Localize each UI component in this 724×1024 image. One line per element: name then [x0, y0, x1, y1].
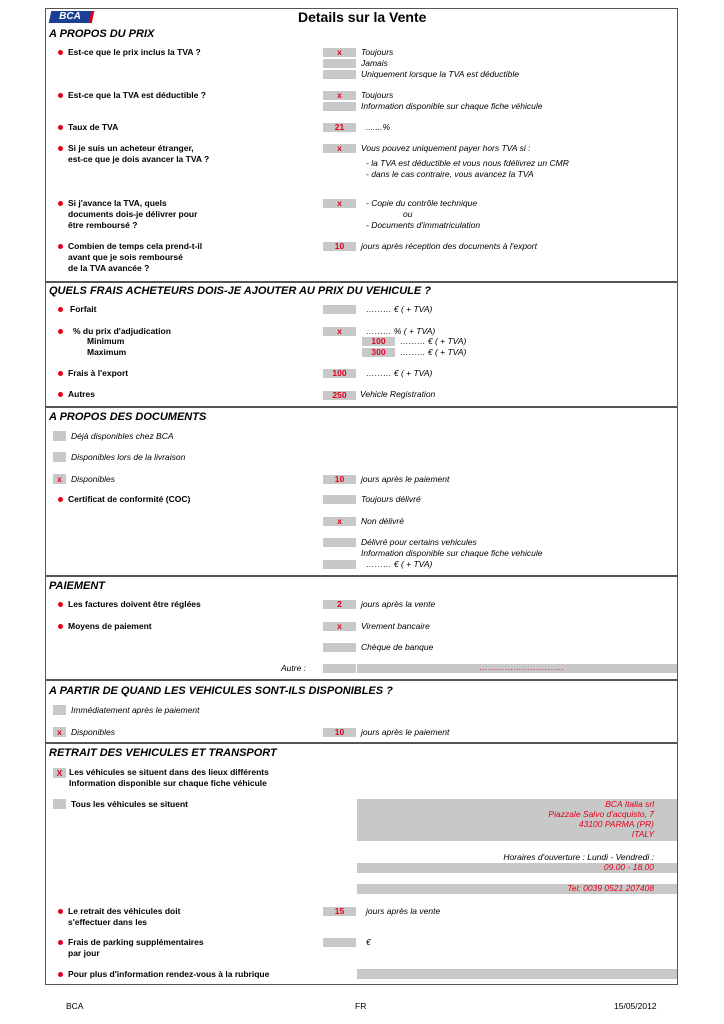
bullet — [58, 244, 63, 249]
fee-min: Minimum — [87, 336, 125, 346]
section-docs-title: A PROPOS DES DOCUMENTS — [49, 411, 207, 423]
ans: ……… € ( + TVA) — [400, 347, 467, 357]
fee-forfait: Forfait — [70, 304, 97, 314]
section-price-title: A PROPOS DU PRIX — [49, 28, 155, 40]
box-documents[interactable]: x — [323, 199, 356, 208]
ans: jours après la vente — [366, 906, 441, 916]
ans: Immédiatement après le paiement — [71, 705, 200, 715]
section-avail-title: A PARTIR DE QUAND LES VEHICULES SONT-ILS DISPONIBLES ? — [49, 685, 393, 697]
pay-invoices: Les factures doivent être réglées — [68, 599, 201, 609]
addr: 43100 PARMA (PR) — [578, 819, 654, 829]
hours: 09.00 - 18.00 — [603, 862, 654, 872]
q-line: Le retrait des véhicules doit — [68, 906, 181, 916]
box-docs-days[interactable]: 10 — [323, 475, 356, 484]
box-coc-price[interactable] — [323, 560, 356, 569]
ans: ……… % ( + TVA) — [366, 326, 436, 336]
q-line: Si je suis un acheteur étranger, — [68, 143, 194, 153]
check-same-location[interactable] — [53, 799, 66, 809]
ans: Délivré pour certains vehicules — [361, 537, 477, 547]
ans: ……… € ( + TVA) — [366, 304, 433, 314]
box-percent[interactable]: x — [323, 327, 356, 336]
logo-text: BCA — [59, 11, 81, 22]
box-coc-always[interactable] — [323, 495, 356, 504]
box-avail-days[interactable]: 10 — [323, 728, 356, 737]
bullet — [58, 146, 63, 151]
box-other[interactable]: 250 — [323, 391, 356, 400]
q-line: est-ce que je dois avancer la TVA ? — [68, 154, 210, 164]
other-method-field[interactable] — [357, 664, 677, 673]
bullet — [58, 371, 63, 376]
box-refund-days[interactable]: 10 — [323, 242, 356, 251]
page-title: Details sur la Vente — [298, 9, 427, 25]
q-line: avant que je sois remboursé — [68, 252, 183, 262]
ans: ……… € ( + TVA) — [400, 336, 467, 346]
check-diff-locations[interactable]: X — [53, 768, 66, 778]
q-line: Si j'avance la TVA, quels — [68, 198, 167, 208]
section-fees-title: QUELS FRAIS ACHETEURS DOIS-JE AJOUTER AU PRIX DU VEHICULE ? — [49, 285, 431, 297]
check-immediate[interactable] — [53, 705, 66, 715]
ans: € — [366, 937, 371, 947]
pay-methods: Moyens de paiement — [68, 621, 152, 631]
footer-center: FR — [355, 1001, 367, 1011]
ans: Disponibles — [71, 727, 115, 737]
ans: Disponibles lors de la livraison — [71, 452, 186, 462]
box-coc-not[interactable]: x — [323, 517, 356, 526]
q-line: de la TVA avancée ? — [68, 263, 150, 273]
fee-max: Maximum — [87, 347, 127, 357]
ans: - dans le cas contraire, vous avancez la TVA — [366, 169, 534, 179]
ans: Vehicle Registration — [360, 389, 436, 399]
bullet — [58, 392, 63, 397]
ans: Toujours délivré — [361, 494, 421, 504]
ans: Virement bancaire — [361, 621, 430, 631]
ans: jours après le paiement — [361, 727, 450, 737]
q-line: être remboursé ? — [68, 220, 138, 230]
ans: Déjà disponibles chez BCA — [71, 431, 174, 441]
q-line: s'effectuer dans les — [68, 917, 148, 927]
check-docs-bca[interactable] — [53, 431, 66, 441]
box-forfait[interactable] — [323, 305, 356, 314]
ans: Vous pouvez uniquement payer hors TVA si : — [361, 143, 531, 153]
hours-label: Horaires d'ouverture : Lundi - Vendredi : — [503, 852, 654, 862]
other-label: Autre : — [281, 663, 307, 673]
q-documents — [68, 198, 197, 231]
other-dots: ………………………… — [479, 662, 564, 672]
section-payment-title: PAIEMENT — [49, 580, 106, 592]
parking-fees — [68, 937, 204, 959]
ans: Uniquement lorsque la TVA est déductible — [361, 69, 519, 79]
box-coc-some[interactable] — [323, 538, 356, 547]
bullet — [58, 940, 63, 945]
ans: Disponibles — [71, 474, 115, 484]
fee-export: Frais à l'export — [68, 368, 129, 378]
ans: Chèque de banque — [361, 642, 434, 652]
check-docs-available[interactable]: x — [53, 474, 66, 484]
ans: Toujours — [361, 47, 394, 57]
q-vat-rate: Taux de TVA — [68, 122, 119, 132]
ans: - Copie du contrôle technique — [366, 198, 478, 208]
fee-percent: % du prix d'adjudication — [73, 326, 171, 336]
check-docs-delivery[interactable] — [53, 452, 66, 462]
bullet — [58, 624, 63, 629]
ans: - la TVA est déductible et vous nous fdélivrez un CMR — [366, 158, 569, 168]
ans: Jamais — [361, 58, 388, 68]
box-pickup-days[interactable]: 15 — [323, 907, 356, 916]
bullet — [58, 50, 63, 55]
ans: jours après réception des documents à l'export — [361, 241, 537, 251]
ans: jours après le paiement — [361, 474, 450, 484]
ans: Information disponible sur chaque fiche vehicule — [361, 548, 543, 558]
ans: Toujours — [361, 90, 394, 100]
box-vat-rate[interactable]: 21 — [323, 123, 356, 132]
q-line: Combien de temps cela prend-t-il — [68, 241, 203, 251]
ans: ……… € ( + TVA) — [366, 368, 433, 378]
footer-right: 15/05/2012 — [614, 1001, 657, 1011]
box-parking[interactable] — [323, 938, 356, 947]
ans: Non délivré — [361, 516, 404, 526]
pickup-deadline — [68, 906, 180, 928]
coc-label: Certificat de conformité (COC) — [68, 494, 191, 504]
box-min[interactable]: 100 — [362, 337, 395, 346]
addr: ITALY — [631, 829, 654, 839]
bullet — [58, 972, 63, 977]
box-other-method[interactable] — [323, 664, 356, 673]
bullet — [58, 329, 63, 334]
addr: Piazzale Salvo d'acquisto, 7 — [548, 809, 654, 819]
ans: ou — [403, 209, 413, 219]
box-vat-never[interactable] — [323, 59, 356, 68]
box-transfer[interactable]: x — [323, 622, 356, 631]
addr: BCA Italia srl — [605, 799, 654, 809]
more-info: Pour plus d'information rendez-vous à la rubrique — [68, 969, 270, 979]
box-cheque[interactable] — [323, 643, 356, 652]
box-export[interactable]: 100 — [323, 369, 356, 378]
pickup-same: Tous les véhicules se situent — [71, 799, 188, 809]
bullet — [58, 201, 63, 206]
q-line: par jour — [68, 948, 100, 958]
ans: .......% — [366, 122, 391, 132]
bullet — [58, 602, 63, 607]
ans: ……… € ( + TVA) — [366, 559, 433, 569]
ans: - Documents d'immatriculation — [366, 220, 481, 230]
more-info-field[interactable] — [357, 969, 677, 979]
q-vat-included: Est-ce que le prix inclus la TVA ? — [68, 47, 201, 57]
tel: Tel: 0039 0521 207408 — [567, 883, 654, 893]
ans: Information disponible sur chaque fiche véhicule — [361, 101, 543, 111]
bullet — [58, 125, 63, 130]
box-max[interactable]: 300 — [362, 348, 395, 357]
bullet — [58, 497, 63, 502]
bullet — [58, 909, 63, 914]
q-vat-deductible: Est-ce que la TVA est déductible ? — [68, 90, 206, 100]
q-refund-time — [68, 241, 202, 274]
box-vat-always[interactable]: x — [323, 48, 356, 57]
box-vat-deductible[interactable] — [323, 70, 356, 79]
box-ded-always[interactable]: x — [323, 91, 356, 100]
q-line: documents dois-je délivrer pour — [68, 209, 198, 219]
q-line: Frais de parking supplémentaires — [68, 937, 204, 947]
ans: jours après la vente — [361, 599, 436, 609]
bullet — [58, 307, 63, 312]
box-ded-info[interactable] — [323, 102, 356, 111]
fee-other: Autres — [68, 389, 95, 399]
q-line: Information disponible sur chaque fiche véhicule — [69, 778, 267, 788]
q-foreign-buyer — [68, 143, 209, 165]
box-foreign[interactable]: x — [323, 144, 356, 153]
q-line: Les véhicules se situent dans des lieux différents — [69, 767, 269, 777]
bullet — [58, 93, 63, 98]
footer-left: BCA — [66, 1001, 84, 1011]
box-pay-days[interactable]: 2 — [323, 600, 356, 609]
check-avail[interactable]: x — [53, 727, 66, 737]
pickup-diff — [69, 767, 269, 789]
section-pickup-title: RETRAIT DES VEHICULES ET TRANSPORT — [49, 747, 277, 759]
